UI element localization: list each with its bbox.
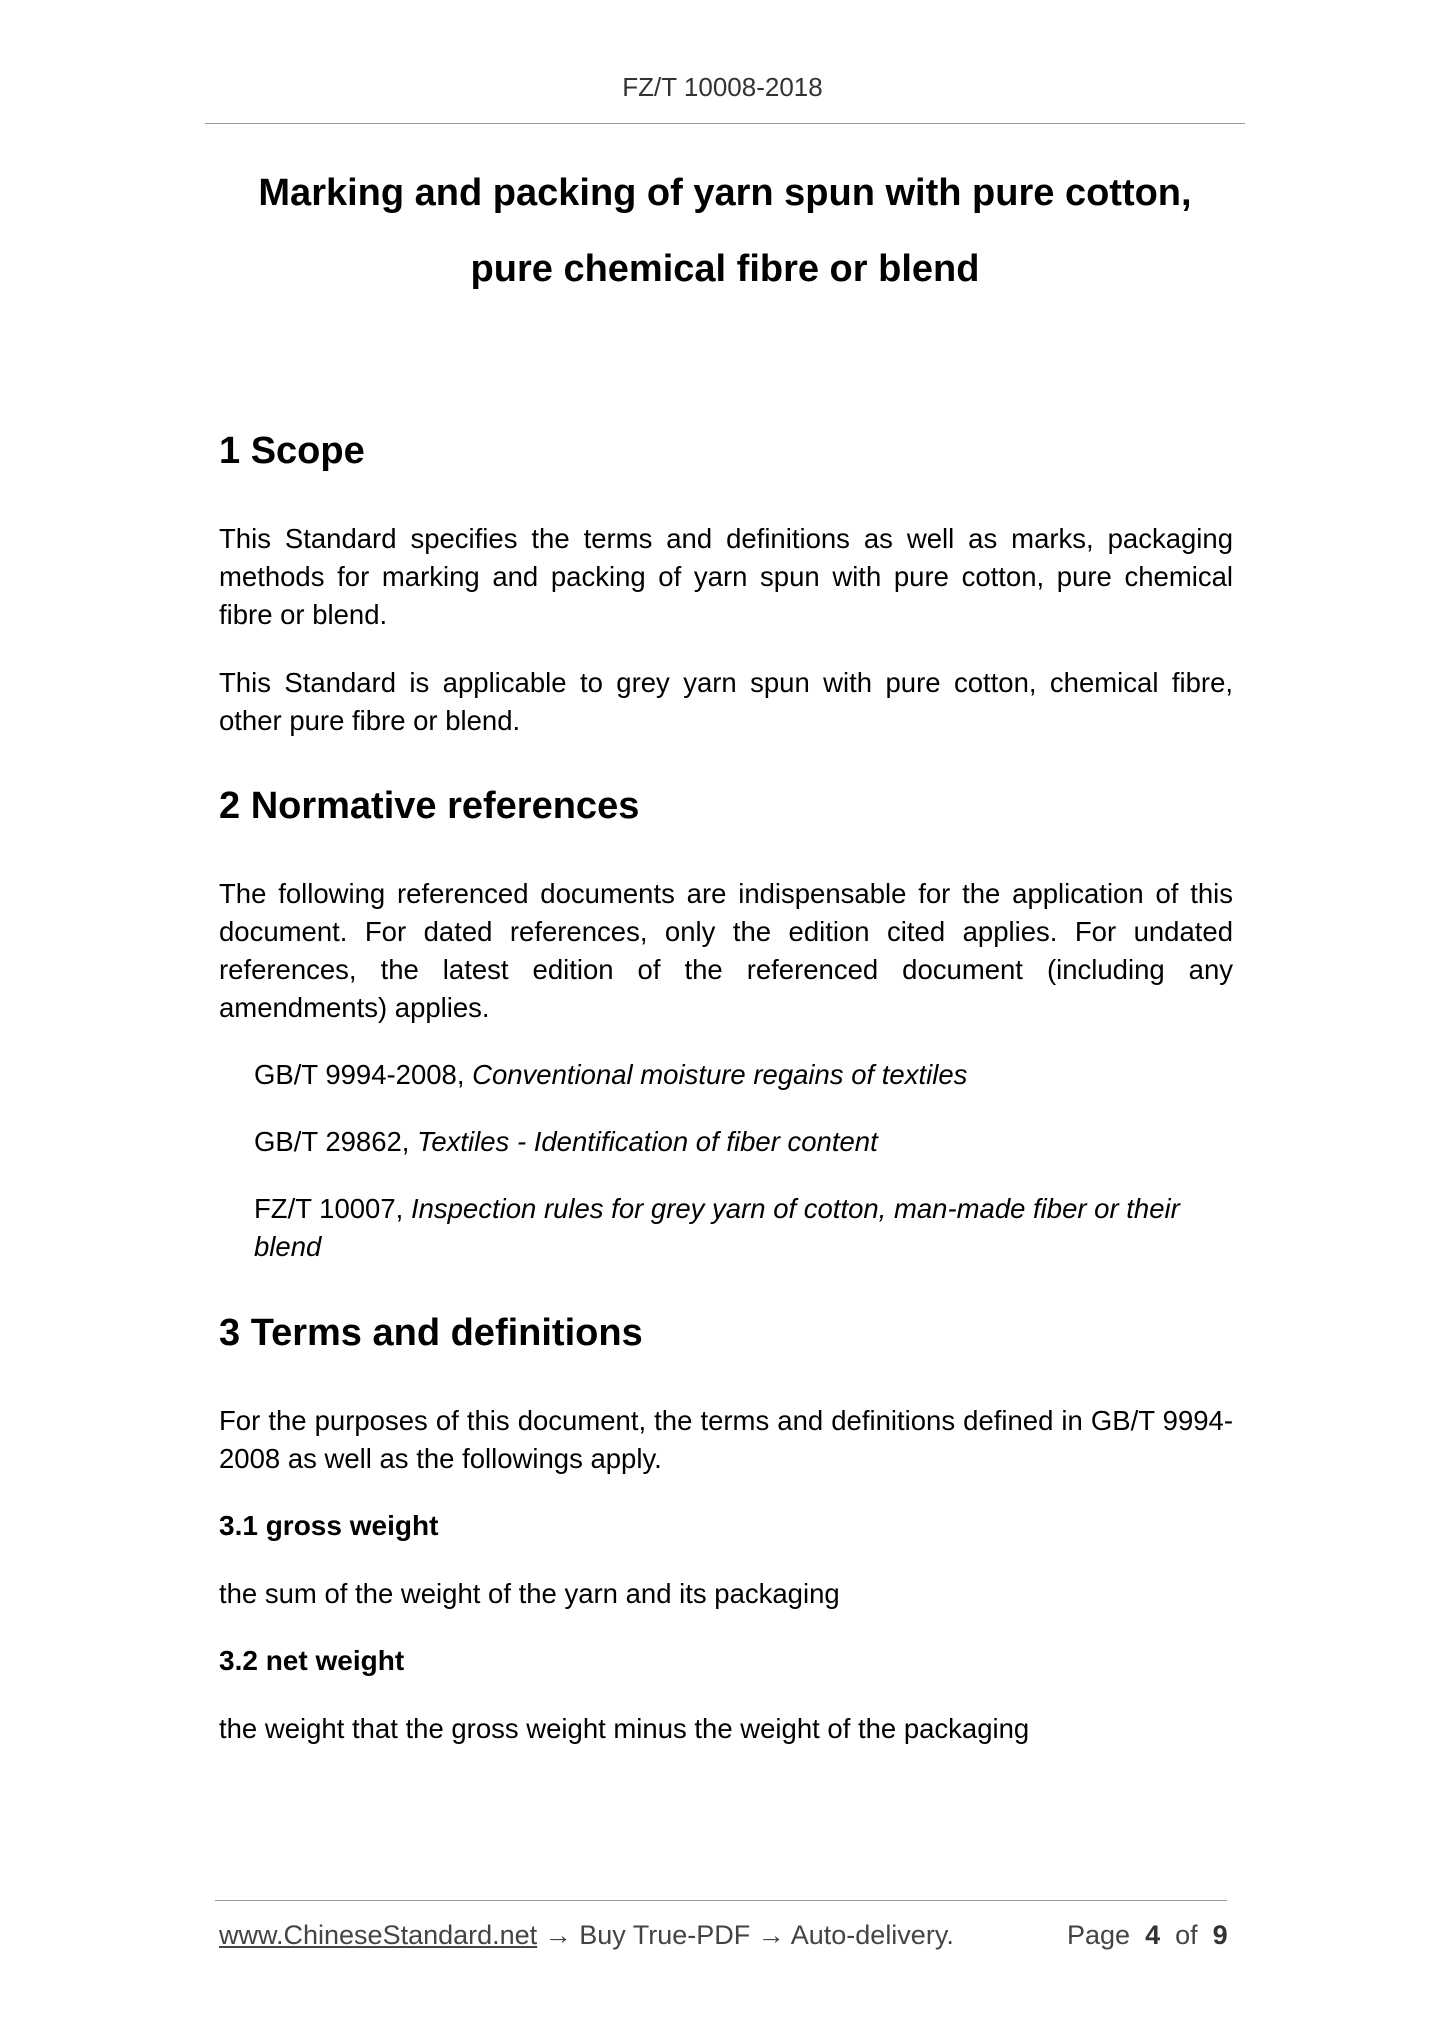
term-definition-net-weight: the weight that the gross weight minus the weight of the packaging (219, 1713, 1030, 1744)
terms-paragraph: For the purposes of this document, the terms and definitions defined in GB/T 9994-2008 as well as the followings apply. (219, 1405, 1233, 1474)
normative-references-paragraph: The following referenced documents are indispensable for the application of this document. For dated references, only the edition cited applies. For undated references, the latest edition of the referenced document (including any amendments) applies. (219, 878, 1233, 1023)
section-heading-terms-and-definitions: 3 Terms and definitions (219, 1312, 643, 1354)
term-heading-net-weight: 3.2 net weight (219, 1645, 405, 1676)
page-indicator (1067, 1920, 1228, 1951)
page-current: 4 (1145, 1920, 1161, 1950)
document-title-line-2: pure chemical fibre or blend (470, 248, 980, 290)
page-label: Page (1067, 1920, 1131, 1950)
scope-paragraph-2: This Standard is applicable to grey yarn spun with pure cotton, chemical fibre, other pure fibre or blend. (219, 667, 1233, 736)
reference-title: Conventional moisture regains of textiles (472, 1059, 968, 1090)
reference-item (254, 1056, 1234, 1094)
reference-code: FZ/T 10007, (254, 1193, 411, 1224)
footer-promo (219, 1920, 954, 1951)
scope-paragraph-1: This Standard specifies the terms and definitions as well as marks, packaging methods for marking and packing of yarn spun with pure cotton, pure chemical fibre or blend. (219, 523, 1233, 630)
term-heading-gross-weight: 3.1 gross weight (219, 1510, 439, 1541)
term-definition-gross-weight: the sum of the weight of the yarn and its packaging (219, 1578, 840, 1609)
section-heading-normative-references: 2 Normative references (219, 785, 640, 827)
page-of-label: of (1175, 1920, 1198, 1950)
reference-title: Textiles - Identification of fiber content (417, 1126, 878, 1157)
page-total: 9 (1212, 1920, 1228, 1950)
reference-code: GB/T 29862, (254, 1126, 418, 1157)
section-heading-scope: 1 Scope (219, 430, 365, 472)
footer-promo-text: → Buy True-PDF → Auto-delivery. (537, 1920, 954, 1950)
reference-item (254, 1190, 1234, 1266)
document-header-code: FZ/T 10008-2018 (622, 72, 823, 102)
chinesestandard-link[interactable]: www.ChineseStandard.net (219, 1920, 538, 1950)
header-divider (205, 123, 1245, 124)
reference-title: Inspection rules for grey yarn of cotton, man-made fiber or their blend (254, 1193, 1180, 1262)
reference-code: GB/T 9994-2008, (254, 1059, 473, 1090)
reference-item (254, 1123, 1234, 1161)
document-title-line-1: Marking and packing of yarn spun with pure cotton, (258, 172, 1192, 214)
footer-divider (215, 1900, 1227, 1901)
